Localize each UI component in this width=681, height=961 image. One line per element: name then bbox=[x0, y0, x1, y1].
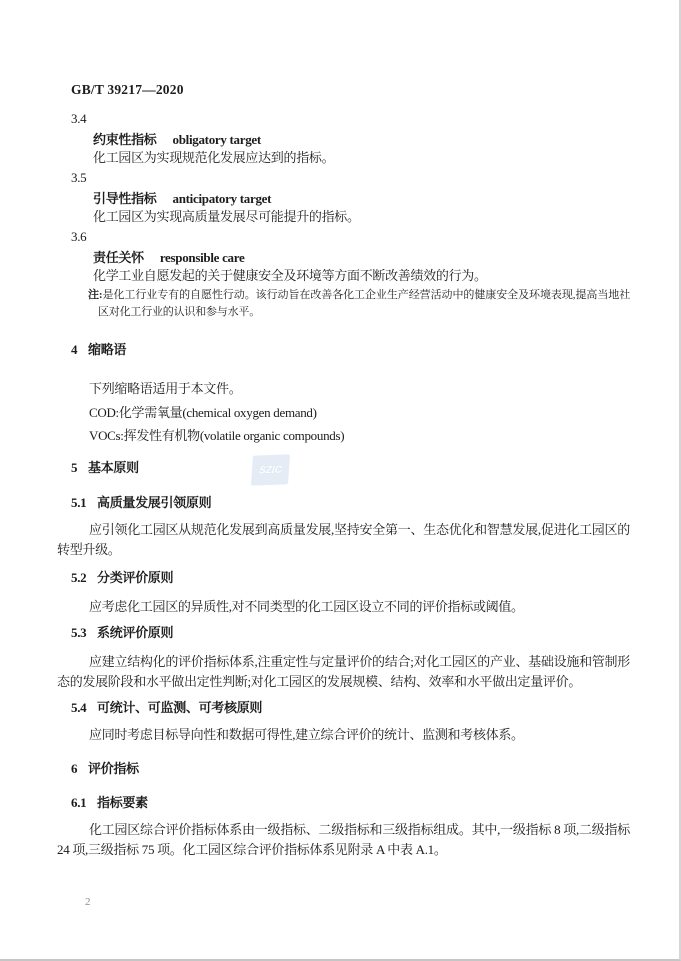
section-heading-6-1 bbox=[71, 794, 630, 812]
term-title-cn: 责任关怀 bbox=[93, 250, 144, 265]
section-title: 基本原则 bbox=[88, 460, 139, 475]
term-note bbox=[88, 287, 630, 321]
term-number: 3.6 bbox=[71, 229, 87, 244]
paragraph: 应建立结构化的评价指标体系,注重定性与定量评价的结合;对化工园区的产业、基础设施和管制形态的发展阶段和水平做出定性判断;对化工园区的发展规模、结构、效率和水平做出定量评价。 bbox=[57, 654, 630, 689]
section-number: 5.1 bbox=[71, 495, 87, 510]
term-definition: 化学工业自愿发起的关于健康安全及环境等方面不断改善绩效的行为。 bbox=[93, 268, 487, 283]
term-number: 3.5 bbox=[71, 170, 87, 185]
term-title-cn: 约束性指标 bbox=[93, 132, 157, 147]
scan-watermark: SZIC bbox=[251, 454, 290, 485]
section-title: 评价指标 bbox=[88, 761, 139, 776]
page-content bbox=[57, 78, 630, 911]
note-label: 注: bbox=[88, 289, 103, 301]
term-title-en: obligatory target bbox=[172, 132, 261, 147]
section-number: 5.2 bbox=[71, 570, 87, 585]
section-title: 指标要素 bbox=[97, 795, 148, 810]
paragraph: 应同时考虑目标导向性和数据可得性,建立综合评价的统计、监测和考核体系。 bbox=[89, 727, 524, 742]
section-number: 5 bbox=[71, 460, 78, 475]
section-heading-5 bbox=[71, 459, 630, 477]
term-title bbox=[93, 131, 630, 149]
section-title: 系统评价原则 bbox=[97, 625, 174, 640]
term-title bbox=[93, 190, 630, 208]
running-header: GB/T 39217—2020 bbox=[71, 82, 184, 97]
section-title: 可统计、可监测、可考核原则 bbox=[97, 700, 263, 715]
section-heading-6 bbox=[71, 760, 630, 778]
section-number: 6.1 bbox=[71, 795, 87, 810]
section-title: 高质量发展引领原则 bbox=[97, 495, 212, 510]
section-title: 缩略语 bbox=[88, 342, 127, 357]
paragraph: 下列缩略语适用于本文件。 bbox=[89, 381, 242, 396]
section-heading-5-1 bbox=[71, 494, 630, 512]
term-definition: 化工园区为实现规范化发展应达到的指标。 bbox=[93, 150, 335, 165]
page-number: 2 bbox=[85, 896, 91, 908]
section-number: 6 bbox=[71, 761, 78, 776]
term-definition: 化工园区为实现高质量发展尽可能提升的指标。 bbox=[93, 209, 360, 224]
paragraph: 应考虑化工园区的异质性,对不同类型的化工园区设立不同的评价指标或阈值。 bbox=[89, 599, 524, 614]
paragraph: 化工园区综合评价指标体系由一级指标、二级指标和三级指标组成。其中,一级指标 8 项,二级指标 24 项,三级指标 75 项。化工园区综合评价指标体系见附录 A 中表 A.1。 bbox=[57, 822, 630, 857]
section-number: 5.4 bbox=[71, 700, 87, 715]
section-heading-5-2 bbox=[71, 569, 630, 587]
section-heading-5-3 bbox=[71, 624, 630, 642]
note-text: 是化工行业专有的自愿性行动。该行动旨在改善各化工企业生产经营活动中的健康安全及环境表现,提高当地社区对化工行业的认识和参与水平。 bbox=[98, 289, 630, 318]
term-title-en: responsible care bbox=[159, 250, 245, 265]
paragraph: 应引领化工园区从规范化发展到高质量发展,坚持安全第一、生态优化和智慧发展,促进化工园区的转型升级。 bbox=[57, 522, 630, 557]
term-number: 3.4 bbox=[71, 111, 87, 126]
section-heading-4 bbox=[71, 341, 630, 359]
term-title bbox=[93, 249, 630, 267]
section-title: 分类评价原则 bbox=[97, 570, 174, 585]
section-number: 5.3 bbox=[71, 625, 87, 640]
term-title-en: anticipatory target bbox=[172, 191, 272, 206]
abbreviation-line: VOCs:挥发性有机物(volatile organic compounds) bbox=[89, 428, 345, 443]
section-heading-5-4 bbox=[71, 699, 630, 717]
term-title-cn: 引导性指标 bbox=[93, 191, 157, 206]
section-number: 4 bbox=[71, 342, 78, 357]
abbreviation-line: COD:化学需氧量(chemical oxygen demand) bbox=[89, 405, 317, 420]
